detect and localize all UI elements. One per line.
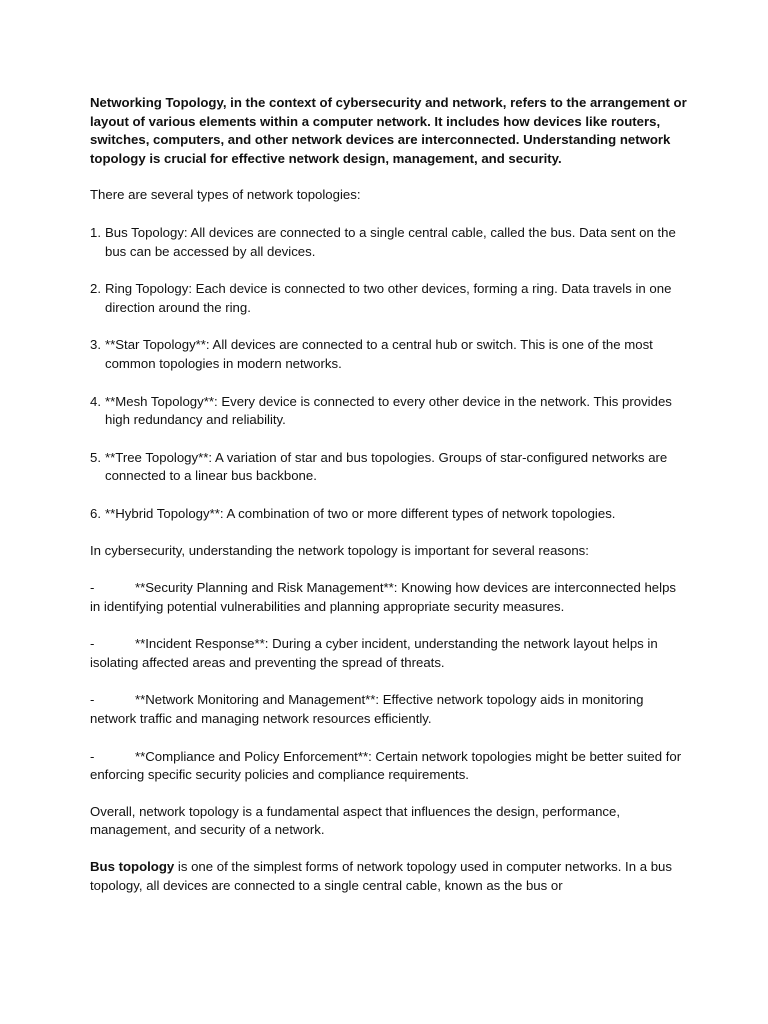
- reasons-lead-paragraph: In cybersecurity, understanding the network topology is important for several reasons:: [90, 542, 589, 558]
- reason-item: [90, 691, 688, 728]
- bus-topology-text: is one of the simplest forms of network topology used in computer networks. In a bus topology, all devices are connected to a single central cable, known as the bus or: [90, 859, 672, 893]
- topology-types-list: [90, 224, 688, 524]
- list-item-number: 3.: [90, 337, 101, 353]
- list-item-text: Bus Topology: All devices are connected to a single central cable, called the bus. Data sent on the bus can be accessed by all devices.: [105, 224, 676, 259]
- reason-item: [90, 635, 688, 672]
- list-item: [90, 224, 688, 261]
- reasons-list: [90, 579, 688, 785]
- bus-topology-term: Bus topology: [90, 859, 175, 875]
- intro-paragraph: Networking Topology, in the context of cybersecurity and network, refers to the arrangement or layout of various elements within a computer network. It includes how devices like routers, switches, computers, and other network devices are interconnected. Understanding network topology is crucial for effective network design, management, and security.: [90, 95, 687, 166]
- reason-text: **Network Monitoring and Management**: Effective network topology aids in monitoring network traffic and managing network resources efficiently.: [90, 692, 644, 727]
- list-item-text: **Hybrid Topology**: A combination of two or more different types of network topologies.: [105, 505, 616, 521]
- reason-text: **Compliance and Policy Enforcement**: Certain network topologies might be better suited for enforcing specific security policies and compliance requirements.: [90, 748, 682, 783]
- reason-item: [90, 579, 688, 616]
- reason-dash: -: [90, 580, 95, 596]
- list-item-number: 6.: [90, 505, 101, 521]
- list-item-number: 4.: [90, 393, 101, 409]
- list-item-text: **Mesh Topology**: Every device is connected to every other device in the network. This provides high redundancy and reliability.: [105, 393, 672, 428]
- list-item-text: **Tree Topology**: A variation of star and bus topologies. Groups of star-configured networks are connected to a linear bus backbone.: [105, 449, 668, 484]
- reason-text: **Security Planning and Risk Management**: Knowing how devices are interconnected helps in identifying potential vulnerabilities and planning appropriate security measures.: [90, 580, 677, 614]
- list-item: [90, 336, 688, 373]
- list-item: [90, 505, 688, 524]
- list-item: [90, 393, 688, 430]
- reason-dash: -: [90, 636, 95, 652]
- list-item-number: 5.: [90, 449, 101, 465]
- list-item-number: 1.: [90, 224, 101, 240]
- list-item-number: 2.: [90, 281, 101, 297]
- overall-paragraph: Overall, network topology is a fundamental aspect that influences the design, performance, management, and security of a network.: [90, 803, 620, 838]
- list-item-text: Ring Topology: Each device is connected to two other devices, forming a ring. Data travels in one direction around the ring.: [105, 281, 672, 315]
- list-item: [90, 449, 688, 486]
- reason-text: **Incident Response**: During a cyber incident, understanding the network layout helps in isolating affected areas and preventing the spread of threats.: [90, 636, 658, 670]
- types-lead-paragraph: There are several types of network topologies:: [90, 187, 361, 203]
- reason-dash: -: [90, 748, 95, 764]
- list-item-text: **Star Topology**: All devices are connected to a central hub or switch. This is one of the most common topologies in modern networks.: [105, 337, 653, 371]
- bus-topology-paragraph: [90, 858, 688, 895]
- document-body: [90, 94, 688, 895]
- reason-dash: -: [90, 692, 95, 708]
- list-item: [90, 280, 688, 317]
- reason-item: [90, 748, 688, 785]
